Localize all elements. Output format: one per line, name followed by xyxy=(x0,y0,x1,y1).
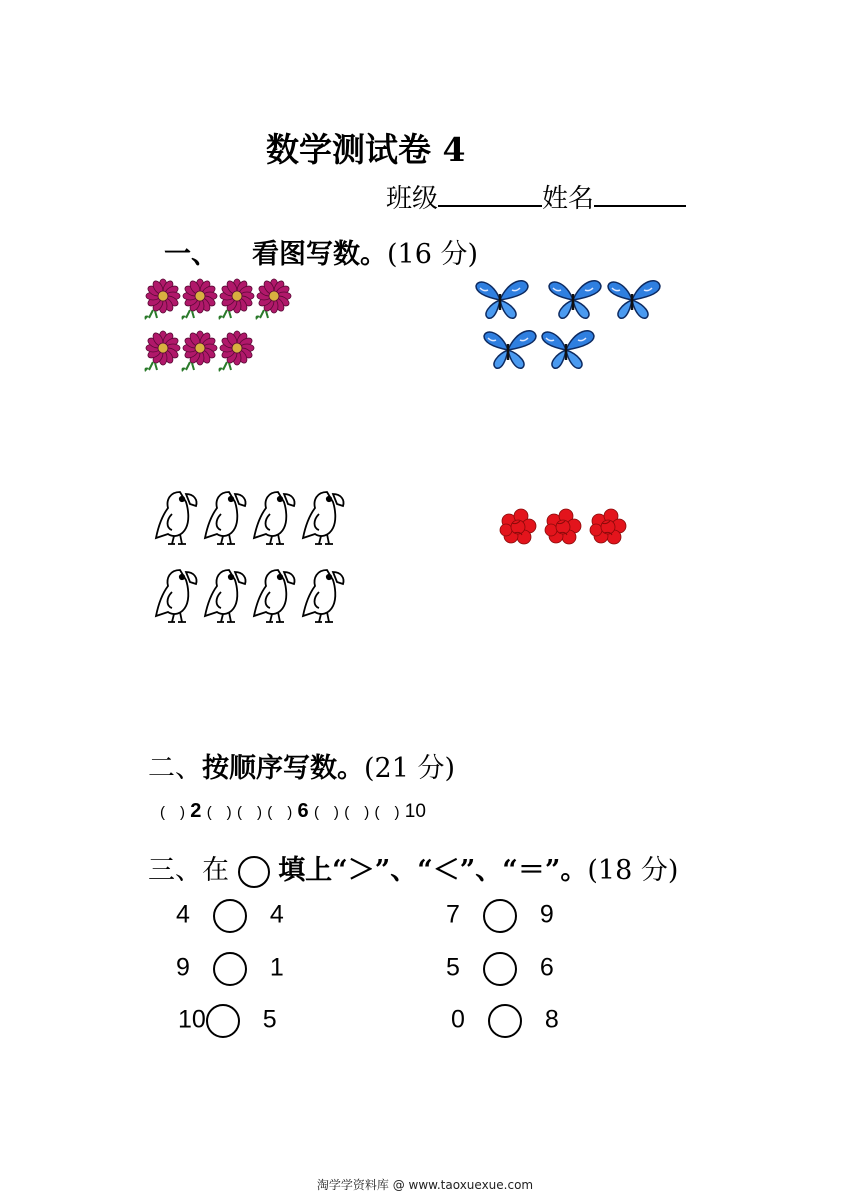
butterfly-4 xyxy=(484,331,536,369)
comparison-circle[interactable] xyxy=(206,1004,240,1038)
comparison-left: 10 xyxy=(178,1005,206,1034)
parrot-1 xyxy=(156,492,197,544)
comparison-left: 9 xyxy=(176,953,190,982)
parrot-7 xyxy=(254,570,295,622)
parrot-6 xyxy=(205,570,246,622)
butterfly-1 xyxy=(476,281,528,319)
comparison-left: 4 xyxy=(176,900,190,929)
section1-title: 看图写数。 xyxy=(252,239,387,270)
comparison-right: 1 xyxy=(269,953,284,982)
seq-blank-4[interactable]: ( ) xyxy=(236,804,262,821)
seq-blank-3[interactable]: ( ) xyxy=(206,804,232,821)
comparison-right: 9 xyxy=(539,900,554,929)
comparison-right: 8 xyxy=(544,1005,559,1034)
red-flower-3 xyxy=(590,509,626,544)
seq-blank-7[interactable]: ( ) xyxy=(313,804,339,821)
comparison-item-4 xyxy=(446,952,554,986)
comparison-circle[interactable] xyxy=(483,899,517,933)
seq-number-6: 6 xyxy=(297,800,309,822)
pink-flower-4 xyxy=(256,279,292,320)
butterfly-5 xyxy=(542,331,594,369)
comparison-right: 5 xyxy=(262,1005,277,1034)
comparison-circle[interactable] xyxy=(483,952,517,986)
section2-heading xyxy=(148,746,455,785)
section2-number: 二、 xyxy=(148,753,202,784)
comparison-left: 7 xyxy=(446,900,460,929)
seq-blank-8[interactable]: ( ) xyxy=(344,804,370,821)
comparison-item-5 xyxy=(178,1004,277,1038)
seq-number-10: 10 xyxy=(404,801,426,822)
butterfly-2 xyxy=(549,281,601,319)
pink-flower-3 xyxy=(219,279,255,320)
butterfly-3 xyxy=(608,281,660,319)
red-flower-2 xyxy=(545,509,581,544)
parrot-3 xyxy=(254,492,295,544)
seq-blank-9[interactable]: ( ) xyxy=(374,804,400,821)
circle-icon xyxy=(238,856,270,888)
pink-flower-6 xyxy=(182,331,218,372)
parrot-5 xyxy=(156,570,197,622)
comparison-item-2 xyxy=(446,899,554,933)
section2-title: 按顺序写数。 xyxy=(202,753,364,784)
comparison-right: 6 xyxy=(539,953,554,982)
footer-watermark: 淘学学资料库 @ www.taoxuexue.com xyxy=(316,1178,534,1192)
seq-blank-5[interactable]: ( ) xyxy=(267,804,293,821)
pink-flower-1 xyxy=(145,279,181,320)
section3-number: 三、 xyxy=(148,855,202,886)
red-flower-1 xyxy=(500,509,536,544)
comparison-item-6 xyxy=(451,1004,559,1038)
section1-number: 一、 xyxy=(164,239,218,270)
comparison-circle[interactable] xyxy=(488,1004,522,1038)
parrot-8 xyxy=(303,570,344,622)
comparison-left: 0 xyxy=(451,1005,465,1034)
section2-points: (21 分) xyxy=(364,753,456,784)
section3-heading xyxy=(148,848,678,888)
section3-instruction: 填上“＞”、“＜”、“＝”。 xyxy=(278,855,588,886)
name-label: 姓名 xyxy=(542,184,595,214)
pink-flower-5 xyxy=(145,331,181,372)
pink-flower-7 xyxy=(219,331,255,372)
seq-number-2: 2 xyxy=(190,800,202,822)
parrot-4 xyxy=(303,492,344,544)
number-sequence xyxy=(160,800,426,823)
comparison-right: 4 xyxy=(269,900,284,929)
comparison-circle[interactable] xyxy=(213,899,247,933)
section3-points: (18 分) xyxy=(587,855,679,886)
class-label: 班级 xyxy=(386,184,439,214)
parrot-2 xyxy=(205,492,246,544)
pink-flower-2 xyxy=(182,279,218,320)
comparison-left: 5 xyxy=(446,953,460,982)
section1-points: (16 分) xyxy=(387,239,479,270)
comparison-item-3 xyxy=(176,952,284,986)
page-title: 数学测试卷 4 xyxy=(266,130,466,169)
comparison-circle[interactable] xyxy=(213,952,247,986)
seq-blank-1[interactable]: ( ) xyxy=(160,804,185,821)
comparison-item-1 xyxy=(176,899,284,933)
section3-prefix: 在 xyxy=(202,855,229,886)
